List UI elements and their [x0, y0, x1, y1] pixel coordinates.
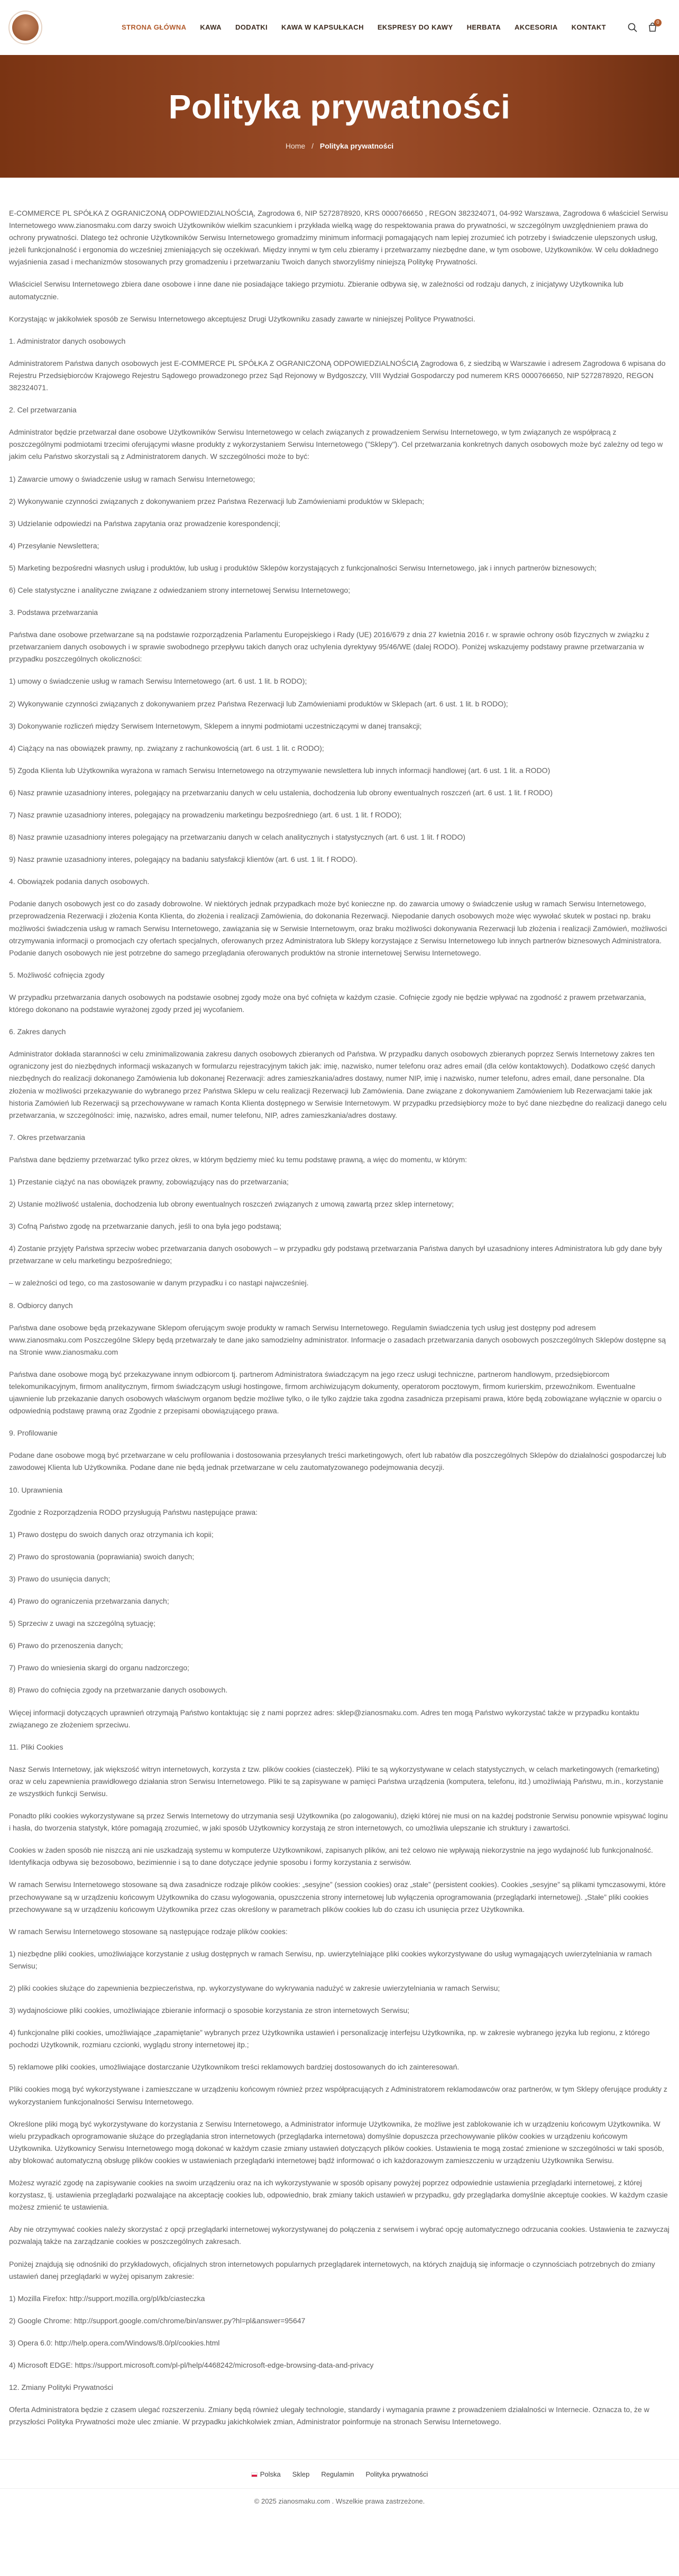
policy-paragraph: 6. Zakres danych — [9, 1027, 66, 1036]
nav-coffee[interactable]: KAWA — [200, 23, 222, 31]
policy-paragraph: 4) Microsoft EDGE: https://support.microsoft.com/pl-pl/help/4468242/microsoft-edge-browsing-data-and-privacy — [9, 2360, 374, 2369]
policy-paragraph: E-COMMERCE PL SPÓŁKA Z OGRANICZONĄ ODPOWIEDZIALNOŚCIĄ, Zagrodowa 6, NIP 5272878920, KRS 0000766650 , REGON 382324071, 04-992 Warszawa, Zagrodowa 6 właściciel Serwisu Internetowego www.zianosmaku.com darzy swoich Użytkowników wielkim szacunkiem i przykłada wielką wagę do respektowania prawa do prywatności, w szczególnym uwzględnieniem prawa do ochrony prywatności. Dlatego też ochronie Użytkowników Serwisu Internetowego gromadzimy minimum informacji pomagających nam lepiej zrozumieć ich potrzeby i świadczenie ulepszonych usług, jeżeli funkcjonalność i ergonomia do wcześniej zmieniających się oczekiwań. Między innymi w tym celu zbieramy i przetwarzamy niezbędne dane, w tym osobowe, Użytkowników. W celu dokładnego wyjaśnienia zasad i mechanizmów stosowanych przy gromadzeniu i przetwarzaniu Twoich danych stworzyliśmy niniejszą Politykę Prywatności. — [9, 209, 668, 266]
policy-paragraph: Administratorem Państwa danych osobowych jest E-COMMERCE PL SPÓŁKA Z OGRANICZONĄ ODPOWIEDZIALNOŚCIĄ Zagrodowa 6, z siedzibą w Warszawie i adresem Zagrodowa 6 wpisana do Rejestru Przedsiębiorców Krajowego Rejestru Sądowego prowadzonego przez Sąd Rejonowy w Bydgoszczy, VIII Wydział Gospodarczy pod numerem KRS 0000766650, NIP 5272878920, REGON 382324071. — [9, 358, 666, 392]
policy-paragraph: Państwa dane osobowe mogą być przekazywane innym odbiorcom tj. partnerom Administratora świadczącym na jego rzecz usługi techniczne, partnerom handlowym, przedsiębiorcom telekomunikacyjnym, firmom analitycznym, firmom świadczącym usługi hostingowe, firmom archiwizującym dokumenty, operatorom pocztowym, firmom kurierskim, przewoźnikom. Ewentualne ujawnienie lub przekazanie danych osobowych właściwym organom będzie możliwe tylko, o ile tylko zajdzie taka zgodna zasadnicza przepisami prawa, które będą zobowiązane wyłącznie w oparciu o odpowiednią podstawę prawną oraz Zgodnie z przepisami obowiązującego prawa. — [9, 1369, 662, 1415]
policy-paragraph: 3) Udzielanie odpowiedzi na Państwa zapytania oraz prowadzenie korespondencji; — [9, 519, 280, 528]
policy-paragraph: Państwa dane będziemy przetwarzać tylko przez okres, w którym będziemy mieć ku temu podstawę prawną, a więc do momentu, w którym: — [9, 1155, 467, 1164]
breadcrumb — [286, 141, 393, 152]
breadcrumb-home[interactable]: Home — [285, 141, 306, 150]
policy-paragraph: Oferta Administratora będzie z czasem ulegać rozszerzeniu. Zmiany będą również ulegały technologie, standardy i wymagania prawne z prowadzeniem działalności w Internecie. Oznacza to, że w przyszłości Polityka Prywatności może ulec zmianie. W przypadku jakichkolwiek zmian, Administrator poinformuje na stronach Serwisu Internetowego. — [9, 2405, 649, 2426]
policy-paragraph: Więcej informacji dotyczących uprawnień otrzymają Państwo kontaktując się z nami poprzez adres: sklep@zianosmaku.com. Adres ten mogą Państwo wykorzystać także w przypadku kontaktu związanego ze złożeniem sprzeciwu. — [9, 1708, 639, 1729]
policy-paragraph: Administrator będzie przetwarzał dane osobowe Użytkowników Serwisu Internetowego w celach związanych z prowadzeniem Serwisu Internetowego, w tym związanych ze współpracą z poszczególnymi podmiotami trzecimi oferującymi własne produkty z wykorzystaniem Serwisu Internetowego ("Sklepy"). Cel przetwarzania konkretnych danych osobowych może być zależny od tego w jakim celu Państwo skorzystali są z Administratorem danych. W szczególności może to być: — [9, 428, 663, 461]
policy-paragraph: 2) Google Chrome: http://support.google.com/chrome/bin/answer.py?hl=pl&answer=95647 — [9, 2316, 306, 2325]
nav-capsules[interactable]: KAWA W KAPSUŁKACH — [281, 23, 364, 31]
policy-paragraph: 3) Cofną Państwo zgodę na przetwarzanie danych, jeśli to ona była jego podstawą; — [9, 1222, 282, 1231]
policy-paragraph: 5) reklamowe pliki cookies, umożliwiające dostarczanie Użytkownikom treści reklamowych bardziej dostosowanych do ich zainteresowań. — [9, 2063, 460, 2072]
policy-paragraph: 2) Ustanie możliwość ustalenia, dochodzenia lub obrony ewentualnych roszczeń związanych z umową zawartą przez sklep internetowy; — [9, 1200, 454, 1209]
main-nav — [122, 22, 606, 33]
policy-paragraph: 1) Mozilla Firefox: http://support.mozilla.org/pl/kb/ciasteczka — [9, 2294, 205, 2303]
policy-paragraph: 3) Dokonywanie rozliczeń między Serwisem Internetowym, Sklepem a innymi podmiotami uczestniczącymi w danej transakcji; — [9, 721, 422, 730]
policy-paragraph: Możesz wyrazić zgodę na zapisywanie cookies na swoim urządzeniu oraz na ich wykorzystywanie w sposób opisany powyżej poprzez odpowiednie ustawienia przeglądarki internetowej, z której korzystasz, tj. ustawienia przeglądarki pozwalające na akceptację cookies lub, odpowiednio, brak zmiany takich ustawień w przypadku, gdy przeglądarka domyślnie akceptuje cookies. W każdym czasie możesz zmienić te ustawienia. — [9, 2178, 668, 2212]
policy-paragraph: 7) Prawo do wniesienia skargi do organu nadzorczego; — [9, 1663, 189, 1672]
policy-paragraph: 8) Nasz prawnie uzasadniony interes polegający na przetwarzaniu danych w celach analitycznych i statystycznych (art. 6 ust. 1 lit. f RODO) — [9, 833, 465, 842]
policy-paragraph: 8. Odbiorcy danych — [9, 1301, 73, 1310]
policy-paragraph: 9. Profilowanie — [9, 1429, 58, 1438]
policy-paragraph: 2) Prawo do sprostowania (poprawiania) swoich danych; — [9, 1552, 195, 1561]
policy-paragraph: 4) Przesyłanie Newslettera; — [9, 541, 99, 550]
logo-emblem — [12, 14, 39, 41]
policy-paragraph: 1) Zawarcie umowy o świadczenie usług w ramach Serwisu Internetowego; — [9, 474, 255, 483]
policy-paragraph: 9) Nasz prawnie uzasadniony interes, polegający na badaniu satysfakcji klientów (art. 6 ust. 1 lit. f RODO). — [9, 855, 358, 864]
breadcrumb-current: Polityka prywatności — [319, 141, 394, 150]
policy-paragraph: 5. Możliwość cofnięcia zgody — [9, 970, 105, 979]
footer-links — [0, 2459, 679, 2488]
policy-paragraph: Poniżej znajdują się odnośniki do przykładowych, oficjalnych stron internetowych popularnych przeglądarek internetowych, na których znajdują się informacje o czynnościach potrzebnych do zmiany ustawień danej przeglądarki w wyżej opisanym zakresie: — [9, 2259, 655, 2280]
cart-count-badge: 0 — [654, 19, 662, 26]
nav-accessories[interactable]: AKCESORIA — [515, 23, 558, 31]
policy-paragraph: 7) Nasz prawnie uzasadniony interes, polegający na prowadzeniu marketingu bezpośredniego (art. 6 ust. 1 lit. f RODO); — [9, 811, 402, 819]
policy-paragraph: 2) Wykonywanie czynności związanych z dokonywaniem przez Państwa Rezerwacji lub Zamówieniami produktów w Sklepach (art. 6 ust. 1 lit. b RODO); — [9, 699, 508, 708]
policy-paragraph: 8) Prawo do cofnięcia zgody na przetwarzanie danych osobowych. — [9, 1686, 228, 1695]
policy-paragraph: 5) Sprzeciw z uwagi na szczególną sytuację; — [9, 1619, 156, 1628]
nav-home[interactable]: STRONA GŁÓWNA — [121, 23, 187, 31]
poland-flag-icon — [251, 2472, 258, 2477]
policy-paragraph: Cookies w żaden sposób nie niszczą ani nie uszkadzają systemu w komputerze Użytkownikowi, zapisanych plików, ani też celowo nie wpływają niekorzystnie na jego wydajność lub funkcjonalność. Identyfikacja odbywa się bezosobowo, bezimiennie i są to dane dotyczące jedynie sposobu i formy korzystania z serwisów. — [9, 1846, 653, 1867]
nav-tea[interactable]: HERBATA — [466, 23, 501, 31]
policy-paragraph: 2) pliki cookies służące do zapewnienia bezpieczeństwa, np. wykorzystywane do wykrywania nadużyć w zakresie uwierzytelniania w ramach Serwisu; — [9, 1984, 500, 1992]
policy-paragraph: Ponadto pliki cookies wykorzystywane są przez Serwis Internetowy do utrzymania sesji Użytkownika (po zalogowaniu), dzięki której nie musi on na każdej podstronie Serwisu ponownie wpisywać loginu i hasła, do tworzenia statystyk, które pomagają zrozumieć, w jaki sposób Użytkownicy korzystają ze stron internetowych, co umożliwia ulepszanie ich struktury i zawartości. — [9, 1811, 668, 1833]
policy-paragraph: 5) Zgoda Klienta lub Użytkownika wyrażona w ramach Serwisu Internetowego na otrzymywanie newslettera lub innych informacji handlowej (art. 6 ust. 1 lit. a RODO) — [9, 766, 550, 775]
search-icon[interactable] — [627, 22, 638, 33]
policy-paragraph: 4) Zostanie przyjęty Państwa sprzeciw wobec przetwarzania danych osobowych – w przypadku gdy podstawą przetwarzania Państwa danych był uzasadniony interes Administratora lub gdy dane były przetwarzane w celu marketingu bezpośredniego; — [9, 1244, 662, 1265]
policy-paragraph: Korzystając w jakikolwiek sposób ze Serwisu Internetowego akceptujesz Drugi Użytkowniku zasady zawarte w niniejszej Polityce Prywatności. — [9, 314, 475, 323]
header-icons — [627, 22, 658, 33]
policy-paragraph: W ramach Serwisu Internetowego stosowane są dwa zasadnicze rodzaje plików cookies: „sesyjne” (session cookies) oraz „stałe” (persistent cookies). Cookies „sesyjne” są plikami tymczasowymi, które przechowywane są w urządzeniu końcowym Użytkownika do czasu wylogowania, opuszczenia strony internetowej lub wyłączenia oprogramowania (przeglądarki internetowej). „Stałe” pliki cookies przechowywane są w urządzeniu końcowym Użytkownika przez czas określony w parametrach plików cookies lub do czasu ich usunięcia przez Użytkownika. — [9, 1880, 666, 1913]
language-selector[interactable] — [251, 2469, 281, 2480]
policy-paragraph: 4. Obowiązek podania danych osobowych. — [9, 877, 150, 886]
policy-paragraph: W przypadku przetwarzania danych osobowych na podstawie osobnej zgody może ona być cofnięta w każdym czasie. Cofnięcie zgody nie będzie wpływać na zgodność z prawem przetwarzania, którego dokonano na podstawie wyrażonej zgody przed jej wycofaniem. — [9, 992, 646, 1014]
page-title: Polityka prywatności — [168, 87, 511, 126]
policy-paragraph: 3) Prawo do usunięcia danych; — [9, 1574, 111, 1583]
policy-paragraph: 10. Uprawnienia — [9, 1485, 63, 1494]
policy-paragraph: Państwa dane osobowe będą przekazywane Sklepom oferującym swoje produkty w ramach Serwisu Internetowego. Regulamin świadczenia tych usług jest dostępny pod adresem www.zianosmaku.com Poszczególne Sklepy będą przetwarzały te dane jako samodzielny administrator. Informacje o zasadach przetwarzania danych osobowych poszczególnych Sklepów dostępne są na Stronie www.zianosmaku.com — [9, 1323, 666, 1356]
policy-paragraph: Aby nie otrzymywać cookies należy skorzystać z opcji przeglądarki internetowej wykorzystywanej do połączenia z serwisem i wybrać opcję automatycznego odrzucania cookies. Ustawienia te zazwyczaj pozwalają także na zarządzanie cookies w poszczególnych zakresach. — [9, 2225, 669, 2246]
policy-paragraph: 4) funkcjonalne pliki cookies, umożliwiające „zapamiętanie” wybranych przez Użytkownika ustawień i personalizację interfejsu Użytkownika, np. w zakresie wybranego języka lub regionu, z którego pochodzi Użytkownik, rozmiaru czcionki, wyglądu strony internetowej itp.; — [9, 2028, 650, 2049]
footer-link-shop[interactable]: Sklep — [292, 2470, 310, 2479]
logo-icon[interactable] — [8, 11, 42, 44]
policy-paragraph: Podanie danych osobowych jest co do zasady dobrowolne. W niektórych jednak przypadkach może być konieczne np. do zawarcia umowy o świadczenie usług w ramach Serwisu Internetowego, przeprowadzenia Rezerwacji i złożenia Konta Klienta, do złożenia i realizacji Zamówienia, do dokonania Rezerwacji. Niepodanie danych osobowych może więc wywołać skutek w postaci np. braku możliwości świadczenia usług w ramach Serwisu Internetowego, zawiązania się w Serwisie Internetowym, oraz braku możliwości dokonywania Rezerwacji lub złożenia i realizacji Zamówień, możliwości otrzymywania informacji o promocjach czy ofertach specjalnych, oferowanych przez Administratora lub Sklepy korzystające z Serwisu Internetowego lub innych partnerów biznesowych Administratora. Podanie danych osobowych nie jest potrzebne do samego przeglądania oferowanych produktów na stronie internetowej Serwisu Internetowego. — [9, 899, 667, 957]
policy-paragraph: Podane dane osobowe mogą być przetwarzane w celu profilowania i dostosowania przesyłanych treści marketingowych, ofert lub rabatów dla poszczególnych Sklepów do działalności gospodarczej lub zawodowej Klienta lub Użytkownika. Podane dane nie będą jednak przetwarzane w celu zautomatyzowanego podejmowania decyzji. — [9, 1451, 666, 1472]
policy-paragraph: 7. Okres przetwarzania — [9, 1133, 85, 1142]
policy-paragraph: 1) umowy o świadczenie usług w ramach Serwisu Internetowego (art. 6 ust. 1 lit. b RODO); — [9, 677, 307, 686]
policy-paragraph: 6) Nasz prawnie uzasadniony interes, polegający na przetwarzaniu danych w celu ustalenia, dochodzenia lub obrony ewentualnych roszczeń (art. 6 ust. 1 lit. f RODO) — [9, 788, 553, 797]
site-header — [0, 0, 679, 55]
policy-paragraph: Zgodnie z Rozporządzenia RODO przysługują Państwu następujące prawa: — [9, 1507, 258, 1516]
policy-paragraph: 2. Cel przetwarzania — [9, 406, 77, 415]
policy-paragraph: 1) niezbędne pliki cookies, umożliwiające korzystanie z usług dostępnych w ramach Serwisu, np. uwierzytelniające pliki cookies wykorzystywane do usług wymagających uwierzytelniania w ramach Serwisu; — [9, 1949, 652, 1970]
footer-link-privacy[interactable]: Polityka prywatności — [365, 2470, 428, 2479]
policy-paragraph: 5) Marketing bezpośredni własnych usług i produktów, lub usług i produktów Sklepów korzystających z funkcjonalności Serwisu Internetowego, jak i innych partnerów biznesowych; — [9, 563, 597, 572]
page-banner — [0, 55, 679, 178]
policy-paragraph: 12. Zmiany Polityki Prywatności — [9, 2383, 113, 2392]
policy-paragraph: 1. Administrator danych osobowych — [9, 336, 126, 345]
policy-paragraph: Administrator dokłada staranności w celu zminimalizowania zakresu danych osobowych zbieranych od Państwa. W przypadku danych osobowych zbieranych poprzez Serwis Internetowy zakres ten ograniczony jest do niezbędnych informacji wskazanych w formularzu rejestracyjnym takich jak: imię, nazwisko, numer telefonu oraz adres email (dla celów kontaktowych). Dodatkowo część danych niezbędnych do realizacji dokonanego Zamówienia lub dokonanej Rezerwacji: adres zamieszkania/adres dostawy, numer NIP, imię i nazwisko, numer telefonu, adres email, dane personalne. Dla złożenia w możliwości przekazywanie do wybranego przez Państwa Sklepu w celu realizacji Rezerwacji lub Zamówienia. Dane związane z dokonywaniem Zamówieniem lub Rezerwacjami takie jak historia Zamówień lub Rezerwacji są przechowywane w ramach Konta Klienta dostępnego w Serwisie Internetowym. W przypadku przedsiębiorcy może to być dane niezbędne do realizacji danego celu przetwarzania, w szczególności: imię, nazwisko, adres email, numer telefonu, NIP, adres zamieszkania/adres dostawy. — [9, 1050, 667, 1119]
breadcrumb-separator: / — [311, 141, 314, 150]
language-label: Polska — [260, 2470, 281, 2479]
policy-paragraph: 1) Prawo dostępu do swoich danych oraz otrzymania ich kopii; — [9, 1530, 214, 1539]
policy-paragraph: 3) Opera 6.0: http://help.opera.com/Windows/8.0/pl/cookies.html — [9, 2338, 220, 2347]
policy-paragraph: 3) wydajnościowe pliki cookies, umożliwiające zbieranie informacji o sposobie korzystania ze stron internetowych Serwisu; — [9, 2006, 410, 2015]
nav-contact[interactable]: KONTAKT — [571, 23, 606, 31]
policy-paragraph: – w zależności od tego, co ma zastosowanie w danym przypadku i co nastąpi najwcześniej. — [9, 1278, 309, 1287]
policy-paragraph: 6) Prawo do przenoszenia danych; — [9, 1641, 123, 1650]
copyright: © 2025 zianosmaku.com . Wszelkie prawa zastrzeżone. — [0, 2488, 679, 2518]
policy-paragraph: 6) Cele statystyczne i analityczne związane z odwiedzaniem strony internetowej Serwisu Internetowego; — [9, 585, 351, 594]
policy-paragraph: Właściciel Serwisu Internetowego zbiera dane osobowe i inne dane nie posiadające takiego przymiotu. Zbieranie odbywa się, w zależności od rodzaju danych, z inicjatywy Użytkownika lub automatycznie. — [9, 280, 623, 301]
policy-paragraph: 11. Pliki Cookies — [9, 1742, 63, 1751]
policy-paragraph: Pliki cookies mogą być wykorzystywane i zamieszczane w urządzeniu końcowym również przez współpracujących z Administratorem reklamodawców oraz partnerów, w tym Sklepy oferujące produkty z wykorzystaniem funkcjonalności Serwisu Internetowego. — [9, 2085, 667, 2106]
policy-content — [9, 178, 670, 2459]
policy-paragraph: 1) Przestanie ciążyć na nas obowiązek prawny, zobowiązujący nas do przetwarzania; — [9, 1177, 289, 1186]
policy-paragraph: 2) Wykonywanie czynności związanych z dokonywaniem przez Państwa Rezerwacji lub Zamówieniami produktów w Sklepach; — [9, 496, 424, 505]
policy-paragraph: 4) Ciążący na nas obowiązek prawny, np. związany z rachunkowością (art. 6 ust. 1 lit. c RODO); — [9, 743, 324, 752]
cart-icon[interactable] — [647, 22, 658, 33]
policy-paragraph: W ramach Serwisu Internetowego stosowane są następujące rodzaje plików cookies: — [9, 1927, 288, 1936]
nav-coffee-machines[interactable]: EKSPRESY DO KAWY — [377, 23, 453, 31]
policy-paragraph: Określone pliki mogą być wykorzystywane do korzystania z Serwisu Internetowego, a Administrator informuje Użytkownika, że możliwe jest zablokowanie ich w urządzeniu końcowym Użytkownika. W wielu przypadkach oprogramowanie służące do przeglądania stron internetowych (przeglądarka internetowa) domyślnie dopuszcza przechowywanie plików cookies w urządzeniu końcowym Użytkownika. Użytkownicy Serwisu Internetowego mogą dokonać w każdym czasie zmiany ustawień dotyczących plików cookies. Ustawienia te mogą zostać zmienione w szczególności w taki sposób, aby blokować automatyczną obsługę plików cookies w ustawieniach przeglądarki internetowej bądź informować o ich każdorazowym zamieszczeniu w urządzeniu Użytkownika Serwisu. — [9, 2119, 664, 2165]
policy-paragraph: 4) Prawo do ograniczenia przetwarzania danych; — [9, 1597, 169, 1606]
nav-extras[interactable]: DODATKI — [235, 23, 268, 31]
policy-paragraph: Państwa dane osobowe przetwarzane są na podstawie rozporządzenia Parlamentu Europejskiego i Rady (UE) 2016/679 z dnia 27 kwietnia 2016 r. w sprawie ochrony osób fizycznych w związku z przetwarzaniem danych osobowych i w sprawie swobodnego przepływu takich danych oraz uchylenia dyrektywy 95/46/WE (dalej RODO). Poniżej wskazujemy podstawy prawne przetwarzania w przypadku poszczególnych okoliczności: — [9, 630, 649, 664]
footer-link-terms[interactable]: Regulamin — [321, 2470, 354, 2479]
policy-paragraph: Nasz Serwis Internetowy, jak większość witryn internetowych, korzysta z tzw. plików cookies (ciasteczek). Pliki te są wykorzystywane w celach statystycznych, w celach marketingowych (remarketing) oraz w celu zapewnienia prawidłowego działania stron Serwisu Internetowego. Pliki te są zapisywane w pamięci Państwa urządzenia (komputera, telefonu, itd.) umożliwiają Państwu, m.in., korzystanie ze wszystkich funkcji Serwisu. — [9, 1764, 664, 1798]
policy-paragraph: 3. Podstawa przetwarzania — [9, 608, 98, 617]
